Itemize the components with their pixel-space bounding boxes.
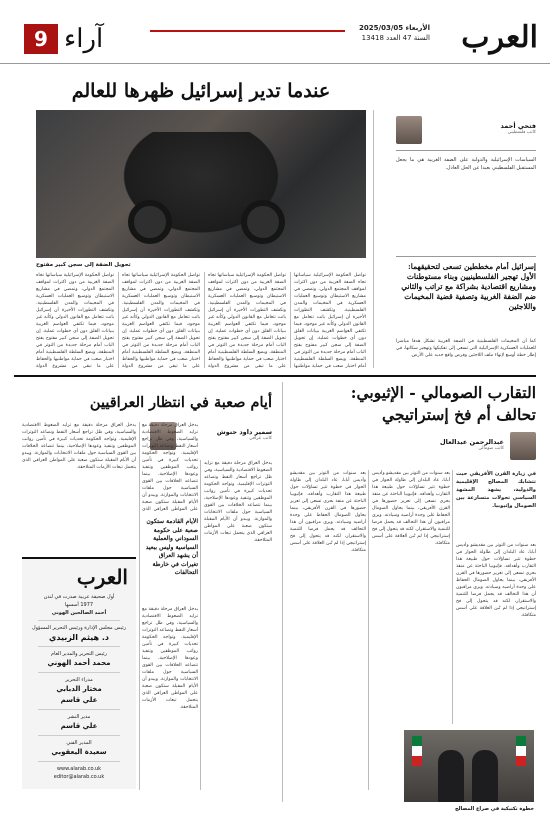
iraq-body: يدخل العراق مرحلة دقيقة مع تزايد الضغوط الاقتصادية والسياسية، وفي ظل تراجع أسعار النفط وتصاعد التوترات الإقليمية. وتواجه الحكومة تحديات كبيرة في تأمين رواتب الموظفين وتنفيذ وعودها الإصلاحية، بينما تتصاعد الخلافات بين القوى السياسية حول ملفات الانتخابات والموازنة. ويبدو أن الأيام المقبلة ستكون صعبة على المواطن العراقي الذي (142, 423, 198, 512)
author-name: سمير داود حنوش (216, 428, 272, 436)
newspaper-logo[interactable]: العرب (461, 20, 538, 55)
article-body: تواصل الحكومة الإسرائيلية سياساتها تجاه الضفة الغربية من دون اكتراث لمواقف المجتمع الدولي، وتمضي في مشاريع الاستيطان وتوسيع العمليات العسكرية في المخيمات والمدن الفلسطينية. وتكشف التطورات الأخيرة أن إسرائيل باتت تتعامل مع القانون الدولي وكأنه غير موجود، فيما تكتفي العواصم الغربية ببيانات القلق دون أي خطوات عملية. إن تحويل الضفة إلى سجن كبير مفتوح يفتح الباب أمام مرحلة جديدة من التوتر في المنطقة، ويضع السلطة الفلسطينية أمام اختبار صعب في حماية مواطنيها والحفاظ على ما تبقى من مشروع الدولة (208, 273, 286, 368)
iraq-headline[interactable]: أيام صعبة في انتظار العراقيين (89, 394, 272, 411)
iraq-body: يدخل العراق مرحلة دقيقة مع تزايد الضغوط الاقتصادية والسياسية، وفي ظل تراجع أسعار النفط وتصاعد التوترات الإقليمية. وتواجه الحكومة تحديات كبيرة في تأمين رواتب الموظفين وتنفيذ وعودها الإصلاحية، بينما تتصاعد الخلافات بين القوى السياسية حول ملفات الانتخابات والموازنة. ويبدو أن الأيام المقبلة ستكون صعبة على المواطن العراقي الذي يتحمل تبعات الأزمات المتلاحقة. (204, 461, 272, 543)
issue-date: الأربعاء 2025/03/05 (359, 24, 430, 32)
section-title: آراء (64, 24, 104, 54)
wheel-shape (128, 200, 172, 244)
iraq-pullquote: الأيام القادمة ستكون صعبة على حكومة السوداني والعملية السياسية وليس ببعيد أن يشهد العراق تغيرات في خارطة التحالفات (145, 518, 198, 576)
art-label: المدير الفني (66, 740, 92, 746)
divider (38, 620, 120, 621)
somali-body: بعد سنوات من التوتر بين مقديشو وأديس أبابا، عاد البلدان إلى طاولة الحوار في خطوة تثير تساؤلات حول طبيعة هذا التقارب وأهدافه. فإثيوبيا الباحثة عن منفذ بحري تسعى إلى تعزيز حضورها في القرن الأفريقي، بينما يحاول الصومال الحفاظ على وحدة أراضيه وسيادته. ويرى مراقبون أن هذا التحالف قد يحمل فرصا للتنمية والاستقرار، لكنه قد يتحول إلى فخ إستراتيجي إذا لم تُبن العلاقة على أسس متكافئة. (290, 471, 366, 553)
column-rule (452, 470, 453, 724)
page-number-badge: 9 (24, 24, 58, 54)
person-shape (472, 750, 498, 802)
somali-headline-line2[interactable]: تحالف أم فخ إستراتيجي (381, 405, 536, 424)
column-rule (282, 382, 283, 802)
column-rule (368, 470, 369, 790)
publisher-logo: العرب (76, 565, 128, 589)
founder-name: أحمد الصالحين الهوني (51, 610, 107, 616)
article-body: تواصل الحكومة الإسرائيلية سياساتها تجاه الضفة الغربية من دون اكتراث لمواقف المجتمع الدولي، وتمضي في مشاريع الاستيطان وتوسيع العمليات العسكرية في المخيمات والمدن الفلسطينية. وتكشف التطورات الأخيرة أن إسرائيل باتت تتعامل مع القانون الدولي وكأنه غير موجود، فيما تكتفي العواصم الغربية ببيانات القلق دون أي خطوات عملية. إن تحويل الضفة إلى سجن كبير مفتوح يفتح الباب أمام مرحلة جديدة من التوتر في المنطقة، ويضع السلطة الفلسطينية أمام اختبار صعب في حماية مواطنيها والحفاظ على ما تبقى من مشروع الدولة (36, 273, 114, 368)
publisher-line: أول صحيفة عربية صدرت في لندن (43, 594, 115, 600)
divider (38, 646, 120, 647)
flag-shape (516, 736, 526, 766)
managing-label: مدير النشر (67, 714, 91, 720)
exec-name: محمد أحمد الهوني (47, 659, 111, 667)
author-role: كاتب صومالي (478, 446, 504, 451)
publisher-credits (26, 593, 132, 781)
burned-car-photo (36, 110, 366, 258)
author-name: فتحي أحمد (500, 122, 536, 130)
publisher-line: 1977 أسسها (64, 602, 94, 608)
column-rule (139, 422, 140, 790)
managing-name: علي قاسم (60, 722, 98, 730)
wheel-shape (241, 200, 285, 244)
iraq-body: يدخل العراق مرحلة دقيقة مع تزايد الضغوط الاقتصادية والسياسية، وفي ظل تراجع أسعار النفط وتصاعد التوترات الإقليمية. وتواجه الحكومة تحديات كبيرة في تأمين رواتب الموظفين وتنفيذ وعودها الإصلاحية، بينما تتصاعد الخلافات بين القوى السياسية حول ملفات الانتخابات والموازنة. ويبدو أن الأيام المقبلة ستكون صعبة على المواطن العراقي الذي يتحمل تبعات الأزمات المتلاحقة. (142, 607, 198, 710)
author-box (416, 432, 536, 464)
side-pullquote: إسرائيل أمام مخططين تسعى لتحقيقهما: الأول تهجير الفلسطينيين وبناء مستوطنات ومشاريع اقتصادية بشراكة مع تراتب والثاني ضم الضفة الغربية وتصفية قضية المخيمات واللاجئين (401, 262, 536, 311)
author-role: كاتب فلسطيني (507, 130, 536, 135)
article-body: تواصل الحكومة الإسرائيلية سياساتها تجاه الضفة الغربية من دون اكتراث لمواقف المجتمع الدولي، وتمضي في مشاريع الاستيطان وتوسيع العمليات العسكرية في المخيمات والمدن الفلسطينية. وتكشف التطورات الأخيرة أن إسرائيل باتت تتعامل مع القانون الدولي وكأنه غير موجود، فيما تكتفي العواصم الغربية ببيانات القلق دون أي خطوات عملية. إن تحويل الضفة إلى سجن كبير مفتوح يفتح الباب أمام مرحلة جديدة من التوتر في المنطقة، ويضع السلطة الفلسطينية أمام اختبار صعب في حماية مواطنيها (294, 273, 366, 368)
editor-name: علي قاسم (60, 696, 98, 704)
divider (396, 256, 536, 257)
divider (38, 735, 120, 736)
photo-caption: تحويل الضفة إلى سجن كبير مفتوح (36, 262, 131, 268)
flag-shape (412, 736, 422, 766)
editors-label: مدراء التحرير (65, 677, 93, 683)
leaders-photo (404, 730, 534, 802)
column-rule (200, 460, 201, 790)
leaders-photo-caption: خطوة تكتيكية في صراع المصالح (454, 806, 534, 812)
side-body: كما أن المخيمات الفلسطينية في الضفة الغربية تشكل هدفا مباشرا للعمليات العسكرية الإسرائيلية التي تسعى إلى تفكيكها وتهجير سكانها، في إطار خطة أوسع لإنهاء ملف اللاجئين وفرض واقع جديد على الأرض. (396, 339, 536, 358)
masthead (0, 0, 550, 64)
art-name: سعيدة اليعقوبي (51, 748, 107, 756)
column-rule (373, 110, 374, 368)
website-link[interactable]: www.alarab.co.uk (56, 766, 102, 772)
publisher-box (22, 557, 136, 789)
issue-number: السنة 47 العدد 13418 (361, 34, 430, 42)
iraq-body: يدخل العراق مرحلة دقيقة مع تزايد الضغوط الاقتصادية والسياسية، وفي ظل تراجع أسعار النفط وتصاعد التوترات الإقليمية. وتواجه الحكومة تحديات كبيرة في تأمين رواتب الموظفين وتنفيذ وعودها الإصلاحية، بينما تتصاعد الخلافات بين القوى السياسية حول ملفات الانتخابات والموازنة. ويبدو أن الأيام المقبلة ستكون صعبة على المواطن العراقي الذي يتحمل تبعات الأزمات المتلاحقة. (22, 423, 136, 470)
somali-body: بعد سنوات من التوتر بين مقديشو وأديس أبابا، عاد البلدان إلى طاولة الحوار في خطوة تثير تساؤلات حول طبيعة هذا التقارب وأهدافه. فإثيوبيا الباحثة عن منفذ بحري تسعى إلى تعزيز حضورها في القرن الأفريقي، بينما يحاول الصومال الحفاظ على وحدة أراضيه وسيادته. ويرى مراقبون أن هذا التحالف قد يحمل فرصا للتنمية والاستقرار، لكنه قد يتحول إلى فخ إستراتيجي إذا لم تُبن العلاقة على أسس متكافئة. (372, 471, 450, 546)
divider (396, 150, 536, 151)
author-photo (510, 432, 536, 460)
article-body: تواصل الحكومة الإسرائيلية سياساتها تجاه الضفة الغربية من دون اكتراث لمواقف المجتمع الدولي، وتمضي في مشاريع الاستيطان وتوسيع العمليات العسكرية في المخيمات والمدن الفلسطينية. وتكشف التطورات الأخيرة أن إسرائيل باتت تتعامل مع القانون الدولي وكأنه غير موجود، فيما تكتفي العواصم الغربية ببيانات القلق دون أي خطوات عملية. إن تحويل الضفة إلى سجن كبير مفتوح يفتح الباب أمام مرحلة جديدة من التوتر في المنطقة، ويضع السلطة الفلسطينية أمام اختبار صعب في حماية مواطنيها والحفاظ على ما تبقى من مشروع الدولة (122, 273, 200, 368)
column-rule (118, 272, 119, 368)
person-shape (438, 750, 464, 802)
divider (38, 709, 120, 710)
board-label: رئيس مجلس الإدارة ورئيس التحرير المسؤول (31, 625, 127, 631)
somali-intro: في زيارة القرن الأفريقي حيث تتشابك المصالح الإقليمية والدولية، يشهد المشهد السياسي تحولات متسارعة بين الصومال وإثيوبيا. (456, 471, 536, 509)
article-intro: السياسات الإسرائيلية والدولية على الضفة الغربية هي ما يجعل المستقبل الفلسطيني بعيدا عن الحل العادل. (396, 157, 536, 171)
somali-body: بعد سنوات من التوتر بين مقديشو وأديس أبابا، عاد البلدان إلى طاولة الحوار في خطوة تثير تساؤلات حول طبيعة هذا التقارب وأهدافه. فإثيوبيا الباحثة عن منفذ بحري تسعى إلى تعزيز حضورها في القرن الأفريقي، بينما يحاول الصومال الحفاظ على وحدة أراضيه وسيادته. ويرى مراقبون أن هذا التحالف قد يحمل فرصا للتنمية والاستقرار، لكنه قد يتحول إلى فخ إستراتيجي إذا لم تُبن العلاقة على أسس متكافئة. (456, 543, 536, 618)
author-role: كاتب عراقي (249, 436, 272, 441)
section-rule (150, 30, 345, 32)
somali-headline-line1[interactable]: التقارب الصومالي - الإثيوبي: (350, 383, 536, 402)
section-divider (14, 375, 536, 377)
date-block (359, 23, 430, 43)
board-name: د. هيثم الزبيدي (48, 633, 109, 642)
column-rule (204, 272, 205, 368)
email-link[interactable]: editor@alarab.co.uk (53, 774, 105, 780)
author-box (396, 116, 536, 148)
author-photo (396, 116, 422, 144)
divider (38, 672, 120, 673)
author-name: عبدالرحمن عبدالعال (440, 438, 504, 446)
main-headline[interactable]: عندما تدير إسرائيل ظهرها للعالم (71, 80, 331, 102)
editor-name: مختار الدبابي (56, 685, 102, 693)
column-rule (290, 272, 291, 368)
divider (38, 761, 120, 762)
exec-label: رئيس التحرير والمدير العام (51, 651, 107, 657)
